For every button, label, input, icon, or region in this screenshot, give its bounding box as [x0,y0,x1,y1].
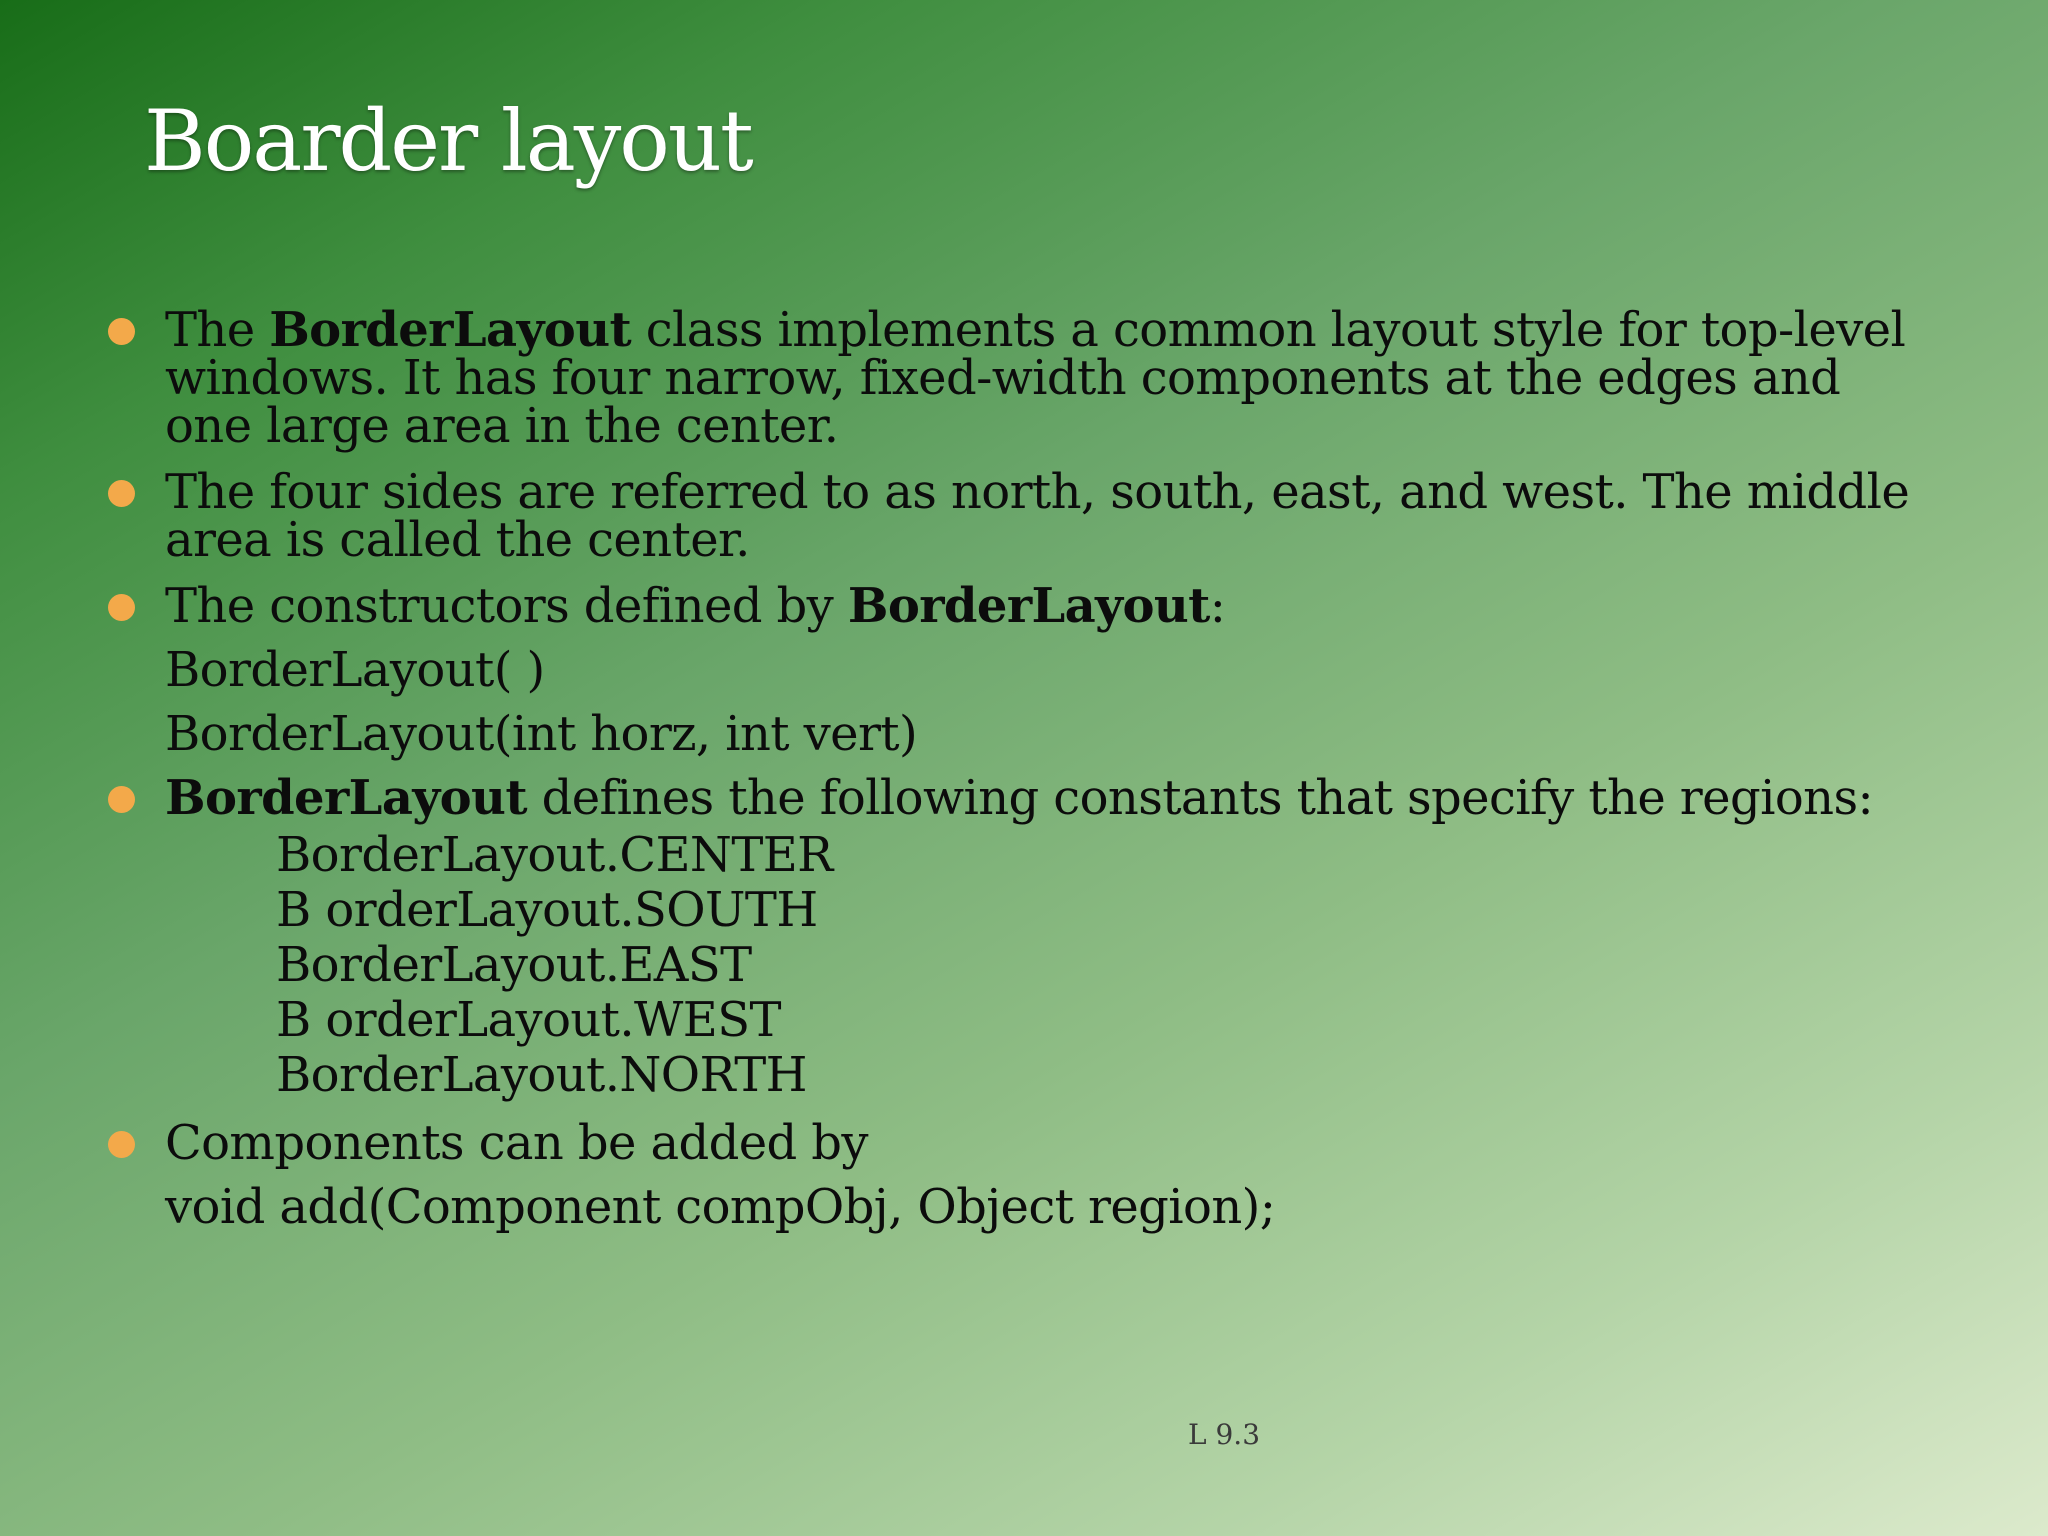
bullet-item: The four sides are referred to as north, south, east, and west. The middle area is called the center. [108,468,1918,564]
class-name: BorderLayout [269,302,632,358]
slide-title: Boarder layout [144,92,752,190]
bullet-dot-icon [108,318,135,345]
constant-line: BorderLayout.EAST [276,937,752,993]
class-name: BorderLayout [847,578,1210,634]
class-name: BorderLayout [165,770,527,826]
add-method-line: void add(Component compObj, Object region); [165,1179,1276,1235]
bullet-item: The BorderLayout class implements a common layout style for top-level windows. It has four narrow, fixed-width components at the edges and one large area in the center. [108,306,1918,450]
constructor-line: BorderLayout( ) [165,642,545,698]
bullet-item: The constructors defined by BorderLayout: [108,582,1918,630]
bullet-item: Components can be added by [108,1119,1918,1167]
bullet-item: BorderLayout defines the following constants that specify the regions: [108,774,1918,822]
slide-content [108,302,1918,1235]
constructor-line: BorderLayout(int horz, int vert) [165,706,918,762]
bullet-dot-icon [108,480,135,507]
bullet-dot-icon [108,1131,135,1158]
constant-line: BorderLayout.NORTH [276,1047,807,1103]
constant-line: B orderLayout.SOUTH [276,882,818,938]
constant-line: B orderLayout.WEST [276,992,781,1048]
constant-line: BorderLayout.CENTER [276,827,833,883]
bullet-dot-icon [108,786,135,813]
slide-number: L 9.3 [1188,1418,1261,1451]
bullet-dot-icon [108,594,135,621]
